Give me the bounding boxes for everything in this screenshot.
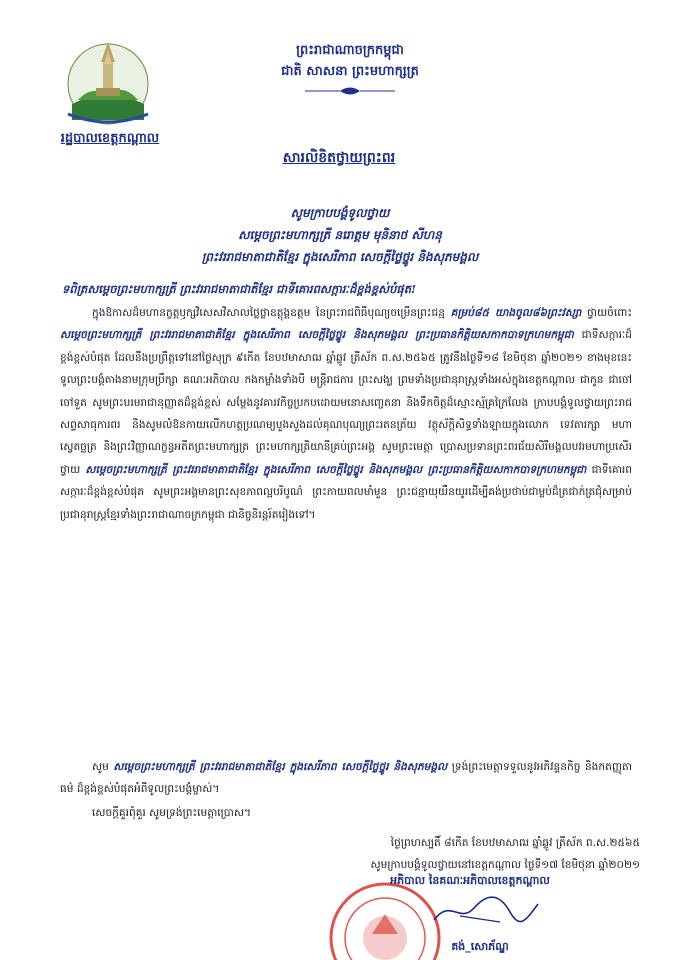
closing-line: សេចក្តីគួរពុំគួរ សូមទ្រង់ព្រះមេត្តាប្រោស។: [92, 807, 251, 819]
recipient-line-1: សូមក្រាបបង្គំទូលថ្វាយ: [290, 206, 390, 220]
kandal-province-logo: [58, 38, 158, 128]
p1-text-e: ជាទីសក្ការៈដ៏ខ្ពង់ខ្ពស់បំផុត ដែលនឹងប្រព្រឹត្តទៅនៅថ្ងៃសុក្រ ៩កើត ខែបឋមាសាឍ ឆ្នាំឆ្លូវ ត្រីស័ក ព.ស.២៥៦៥ ត្រូវនឹងថ្ងៃទី១៨ ខែមិថុនា ឆ្នាំ២០២១ ខាងមុខនេះ ទូលព្រះបង្គំតាងនាមក្រុមប្រឹក្សា គណៈអភិបាល កងកម្លាំងទាំងបី មន្ត្រីរាជការ ព្រះសង្ឃ ព្រមទាំងប្រជានុរាស្រ្តទាំងអស់ក្នុងខេត្តកណ្តាល ជាកូន ជាចៅ ចៅទួត សូមព្រះបរមរាជានុញ្ញាតដ៏ខ្ពង់ខ្ពស់ សម្តែងនូវគារវកិច្ចប្រកបដោយមនោសញ្ចេតនា និងទឹកចិត្តដ៏ស្មោះស្ម័គ្រក្រៃលែង ក្រាបបង្គំទូលថ្វាយព្រះរាជសព្ទសាធុការពរ និងសូមលំឱនកាយលើកហត្ថប្រណម្យបួងសួងដល់គុណបុណ្យព្រះរតនត្រ័យ វត្ថុស័ក្តិសិទ្ធទាំងឡាយក្នុងលោក ទេវតារក្សា មហាស្វេតច្ឆត្រ និងព្រះវិញ្ញាណក្ខន្ធអតីតព្រះមហាក្សត្រ ព្រះមហាក្សត្រិយានីគ្រប់ព្រះអង្គ សូមព្រះមេត្តា ប្រោសប្រទានព្រះពរជ័យសិរីមង្គលបវរមហាប្រសើរថ្វាយ: [60, 329, 632, 476]
date-block: [240, 832, 640, 876]
paragraph-2: [60, 756, 632, 801]
p1-text-g: ជាទីគោរពសក្ការៈដ៏ខ្ពង់ខ្ពស់បំផុត សូមព្រះអង្គមានព្រះសុខភាពល្អបរិបូណ៌ ព្រះកាយពលមាំមួន ព្រះជន្មាយុយឺនយូរដើម្បីគង់ប្រថាប់ជាម្លប់ដ៏ត្រជាក់ត្រជុំសម្រាប់ប្រជានុរាស្ត្រខ្មែរទាំងព្រះរាជាណាចក្រកម្ពុជា ជានិច្ចនិរន្តរ៍តរៀងទៅ។: [60, 463, 632, 521]
p2-text-c: ទ្រង់ព្រះមេត្តាទទួលនូវអភិវន្ទនកិច្ច និងកតញ្ញុតាធម៌ ដ៏ខ្ពង់ខ្ពស់បំផុតអំពីទូលព្រះបង្គំម្ចាស់។: [60, 761, 633, 796]
handwritten-signature: [430, 890, 540, 930]
recipient-block: [80, 202, 600, 268]
date-lunar: ថ្ងៃព្រហស្បតិ៍ ៨កើត ខែបឋមាសាឍ ឆ្នាំឆ្លូវ ត្រីស័ក ព.ស.២៥៦៥: [390, 837, 640, 849]
national-motto: ជាតិ សាសនា ព្រះមហាក្សត្រ: [281, 64, 419, 79]
p1-emphasis-d: សម្តេចព្រះមហាក្សត្រី ព្រះវររាជមាតាជាតិខ្មែរ ក្នុងសេរីភាព សេចក្តីថ្លៃថ្នូរ និងសុភមង្គល ព្រះប្រធានកិត្តិយសកាកបាទក្រហមកម្ពុជា: [60, 329, 574, 342]
p1-emphasis-b: គម្រប់៨៥ យាងចូល៨៦ព្រះវស្សា: [450, 307, 582, 319]
p2-text-a: សូម: [92, 761, 114, 773]
signer-name: គង់_សោភ័ណ្ឌ: [451, 940, 509, 953]
recipient-line-3: ព្រះវររាជមាតាជាតិខ្មែរ ក្នុងសេរីភាព សេចក្តីថ្លៃថ្នូរ និងសុភមង្គល: [201, 250, 479, 264]
ornament-divider: [305, 86, 395, 96]
paragraph-1: [60, 302, 632, 526]
document-title: សារលិខិតថ្វាយព្រះពរ: [282, 150, 396, 166]
kingdom-heading: [230, 40, 470, 103]
p1-emphasis-f: សម្តេចព្រះមហាក្សត្រី ព្រះវររាជមាតាជាតិខ្មែរ ក្នុងសេរីភាព សេចក្តីថ្លៃថ្នូរ និងសុភមង្គល ព្រះប្រធានកិត្តិយសកាកបាទក្រហមកម្ពុជា: [85, 463, 587, 476]
p2-emphasis-b: សម្តេចព្រះមហាក្សត្រី ព្រះវររាជមាតាជាតិខ្មែរ ក្នុងសេរីភាព សេចក្តីថ្លៃថ្នូរ និងសុភមង្គល: [113, 761, 448, 773]
p1-text-c: ថ្វាយចំពោះ: [581, 307, 632, 319]
kingdom-name: ព្រះរាជាណាចក្រកម្ពុជា: [296, 43, 404, 58]
p1-text-a: ក្នុងឱកាសដ៏មហានក្ខត្តឫក្សវិសេសវិសាលថ្លៃថ្លាឧត្តុង្គឧត្តម នៃព្រះរាជពិធីបុណ្យចម្រើនព្រះជន្ម: [92, 307, 451, 319]
date-solar: សូមក្រាបបង្គំទូលថ្វាយនៅខេត្តកណ្តាល ថ្ងៃទី១៧ ខែមិថុនា ឆ្នាំ២០២១: [370, 859, 640, 871]
province-name: រដ្ឋបាលខេត្តកណ្តាល: [60, 131, 160, 146]
signer-title: អភិបាល នៃគណៈអភិបាលខេត្តកណ្តាល: [390, 874, 550, 887]
salutation: ទពិត្រសម្តេចព្រះមហាក្សត្រី ព្រះវររាជមាតាជាតិខ្មែរ ជាទីគោរពសក្ការៈដ៏ខ្ពង់ខ្ពស់បំផុត!: [62, 282, 417, 296]
recipient-line-2: សម្តេចព្រះមហាក្សត្រី នរោត្តម មុនិនាថ សីហនុ: [238, 228, 442, 242]
